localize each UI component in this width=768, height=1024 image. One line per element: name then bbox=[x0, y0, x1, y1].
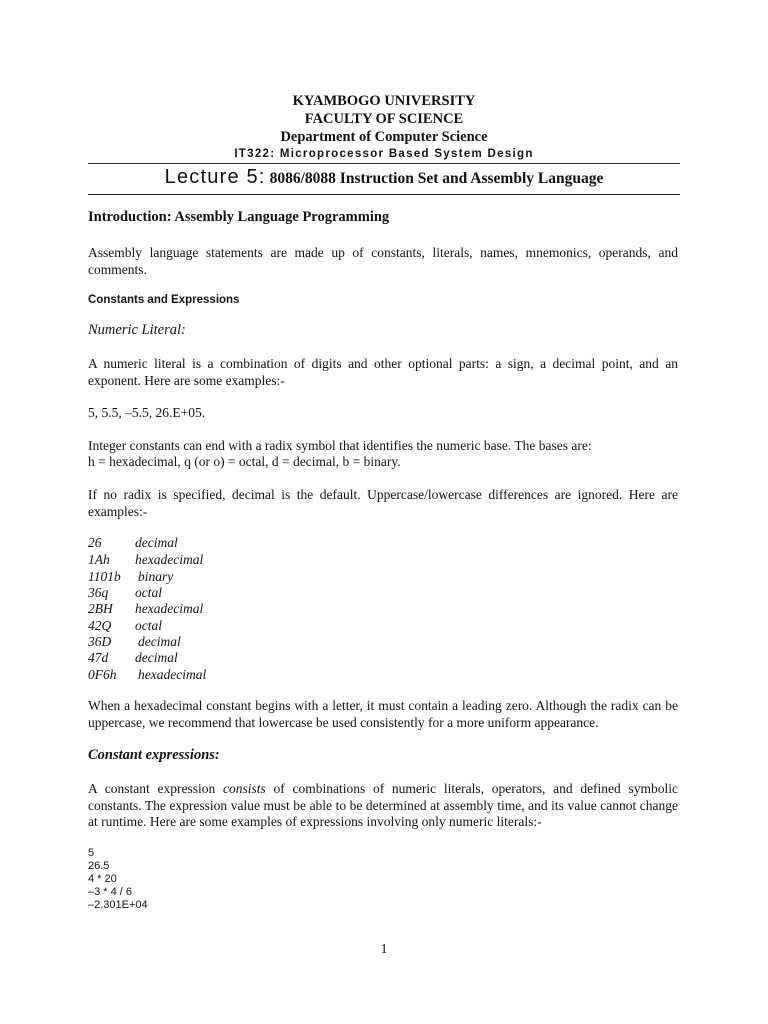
constant-expressions-heading: Constant expressions: bbox=[88, 747, 220, 763]
constant-expressions-text-start: A constant expression bbox=[88, 781, 216, 796]
radix-description: binary bbox=[138, 569, 174, 584]
radix-description: decimal bbox=[135, 650, 178, 665]
numeric-literal-paragraph: A numeric literal is a combination of digits and other optional parts: a sign, a decimal point, and an exponent. Here are some examples:- bbox=[88, 356, 678, 388]
radix-description: decimal bbox=[138, 634, 181, 649]
university-name: KYAMBOGO UNIVERSITY bbox=[292, 93, 476, 109]
radix-value: 2BH bbox=[88, 601, 113, 616]
header-rule-bottom bbox=[88, 194, 680, 195]
expression-example: 26.5 bbox=[88, 860, 110, 872]
expression-example: –2.301E+04 bbox=[88, 899, 148, 911]
radix-value: 0F6h bbox=[88, 667, 117, 682]
course-title: IT322: Microprocessor Based System Design bbox=[234, 148, 534, 160]
radix-description: decimal bbox=[135, 535, 178, 550]
intro-paragraph: Assembly language statements are made up of constants, literals, names, mnemonics, operands, and comments. bbox=[88, 245, 678, 277]
radix-value: 42Q bbox=[88, 618, 112, 633]
page-number: 1 bbox=[380, 942, 388, 957]
radix-description: hexadecimal bbox=[135, 552, 204, 567]
radix-paragraph: If no radix is specified, decimal is the default. Uppercase/lowercase differences are ignored. Here are examples:- bbox=[88, 487, 678, 519]
numeric-literal-heading: Numeric Literal: bbox=[88, 322, 186, 338]
constant-expressions-emphasis: consists bbox=[222, 781, 266, 796]
integer-constants-line-2: h = hexadecimal, q (or o) = octal, d = decimal, b = binary. bbox=[88, 454, 401, 469]
intro-heading: Introduction: Assembly Language Programming bbox=[88, 209, 390, 225]
radix-value: 47d bbox=[88, 650, 109, 665]
constant-expressions-text-end: of combinations of numeric literals, operators, and defined symbolic constants. The expression value must be able to be determined at assembly time, and its value cannot change at runtime. Here are some examples of expressions involving only numeric literals:- bbox=[88, 781, 679, 829]
radix-description: hexadecimal bbox=[138, 667, 207, 682]
radix-value: 1Ah bbox=[88, 552, 110, 567]
hexadecimal-paragraph: When a hexadecimal constant begins with a letter, it must contain a leading zero. Although the radix can be uppercase, we recommend that lowercase be used consistently for a more uniform appearance. bbox=[88, 698, 678, 730]
lecture-label: Lecture 5: bbox=[164, 166, 266, 188]
radix-description: octal bbox=[135, 585, 162, 600]
lecture-heading bbox=[0, 166, 768, 189]
constant-expressions-paragraph bbox=[88, 781, 678, 831]
radix-description: hexadecimal bbox=[135, 601, 204, 616]
header-rule-top bbox=[88, 163, 680, 164]
radix-value: 36q bbox=[88, 585, 109, 600]
radix-value: 26 bbox=[88, 535, 102, 550]
constants-heading: Constants and Expressions bbox=[88, 294, 240, 306]
integer-constants-line-1: Integer constants can end with a radix symbol that identifies the numeric base. The bases are: bbox=[88, 438, 592, 453]
expression-example: 4 * 20 bbox=[88, 873, 117, 885]
faculty-name: FACULTY OF SCIENCE bbox=[304, 111, 464, 127]
expression-example: –3 * 4 / 6 bbox=[88, 886, 133, 898]
numeric-literal-examples: 5, 5.5, –5.5, 26.E+05. bbox=[88, 405, 206, 420]
department-name: Department of Computer Science bbox=[280, 129, 488, 145]
radix-description: octal bbox=[135, 618, 162, 633]
radix-value: 1101b bbox=[88, 569, 121, 584]
lecture-title: 8086/8088 Instruction Set and Assembly Language bbox=[269, 170, 604, 187]
radix-value: 36D bbox=[88, 634, 112, 649]
expression-example: 5 bbox=[88, 847, 95, 859]
